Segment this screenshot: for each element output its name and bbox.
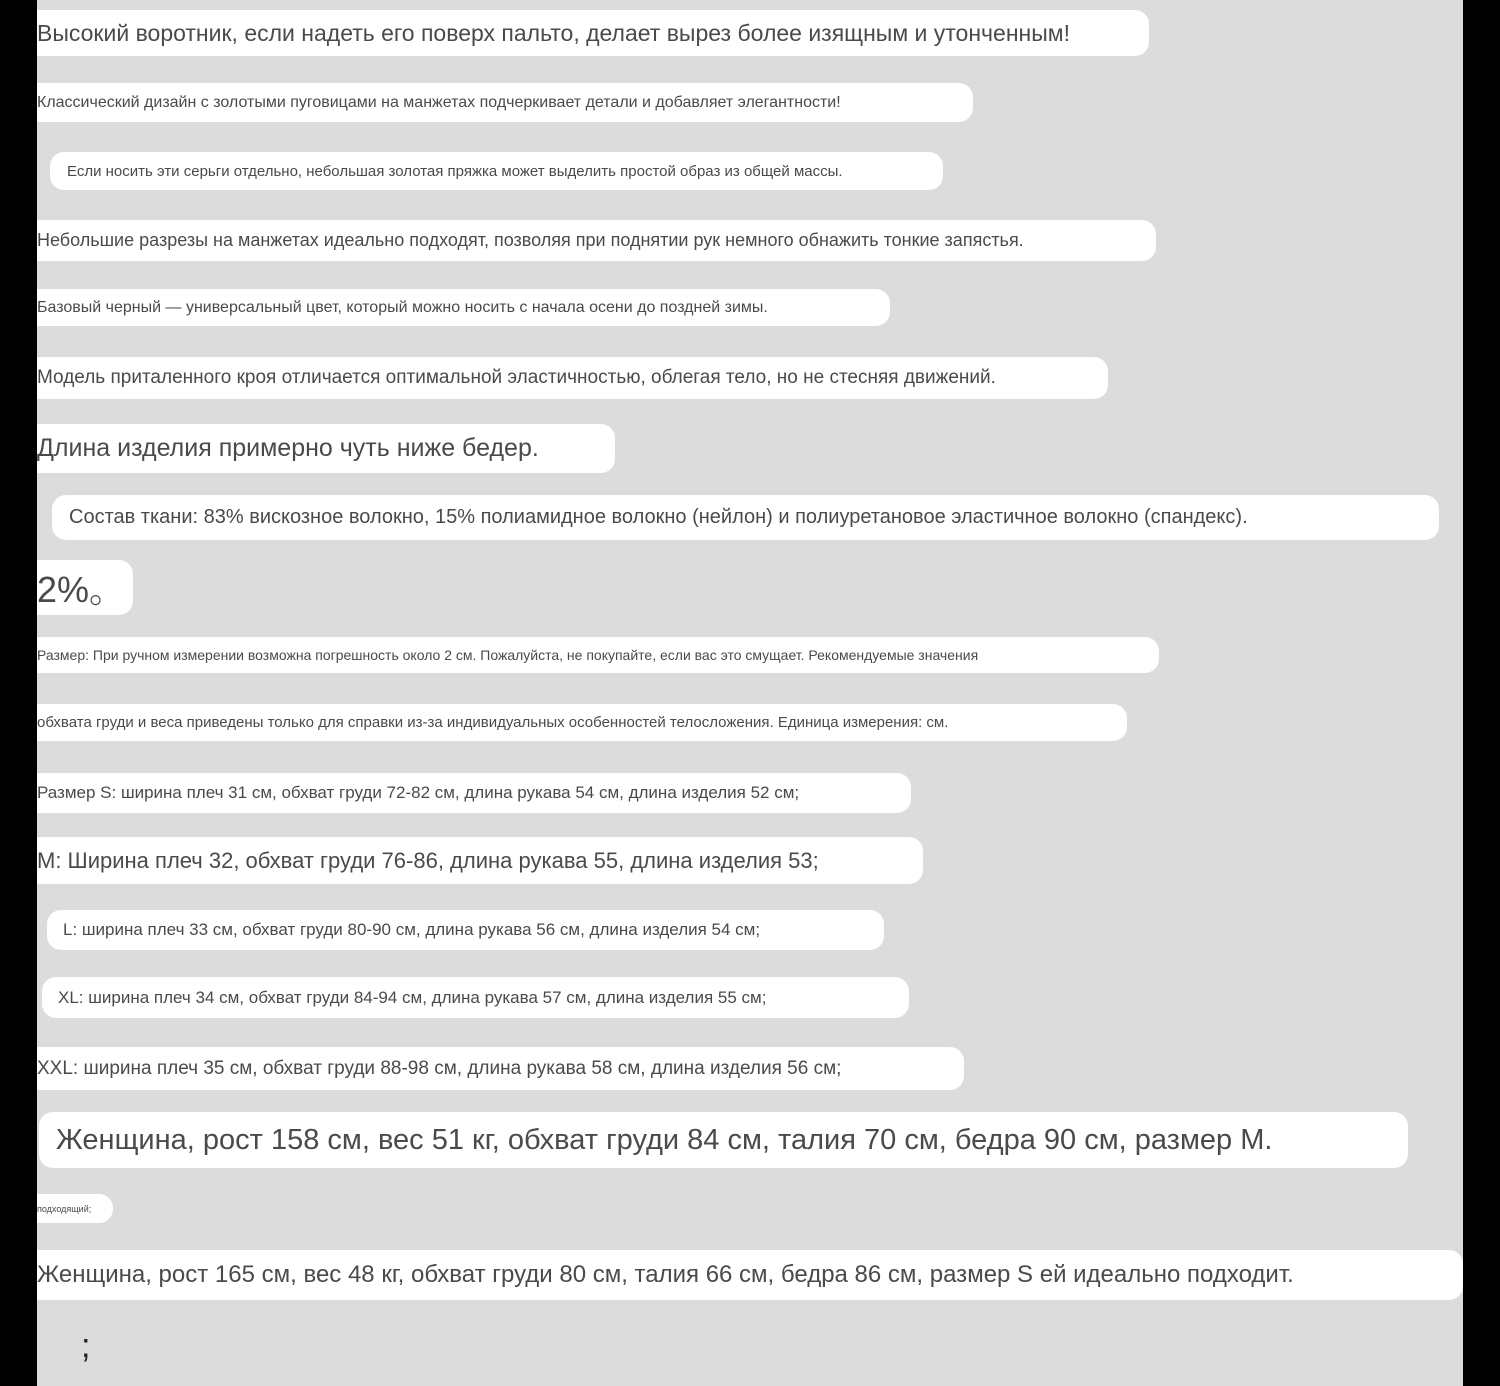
text-line-suitable: подходящий; [37, 1194, 113, 1223]
text-line-high-collar: Высокий воротник, если надеть его поверх пальто, делает вырез более изящным и утонченным! [37, 10, 1149, 56]
text-line-gold-buttons: Классический дизайн с золотыми пуговицами на манжетах подчеркивает детали и добавляет элегантности! [37, 83, 973, 122]
text-line-fabric-composition: Состав ткани: 83% вискозное волокно, 15% полиамидное волокно (нейлон) и полиуретановое эластичное волокно (спандекс). [52, 495, 1439, 540]
text-line-size-note: Размер: При ручном измерении возможна погрешность около 2 см. Пожалуйста, не покупайте, если вас это смущает. Рекомендуемые значения [37, 637, 1159, 673]
text-line-gold-buckle: Если носить эти серьги отдельно, небольшая золотая пряжка может выделить простой образ из общей массы. [50, 152, 943, 190]
text-line-fitted-cut: Модель приталенного кроя отличается оптимальной эластичностью, облегая тело, но не стесняя движений. [37, 357, 1108, 399]
text-line-model-165: Женщина, рост 165 см, вес 48 кг, обхват груди 80 см, талия 66 см, бедра 86 см, размер S ей идеально подходит. [37, 1250, 1463, 1300]
text-line-size-m: M: Ширина плеч 32, обхват груди 76-86, длина рукава 55, длина изделия 53; [37, 837, 923, 884]
text-line-size-l: L: ширина плеч 33 см, обхват груди 80-90 см, длина рукава 56 см, длина изделия 54 см; [47, 910, 884, 950]
semicolon-mark: ; [81, 1327, 91, 1365]
text-line-size-note-continued: обхвата груди и веса приведены только для справки из-за индивидуальных особенностей телосложения. Единица измерения: см. [37, 704, 1127, 741]
text-line-percentage: 2%。 [37, 560, 133, 615]
text-line-basic-black: Базовый черный — универсальный цвет, который можно носить с начала осени до поздней зимы. [37, 289, 890, 326]
text-line-cuff-slits: Небольшие разрезы на манжетах идеально подходят, позволяя при поднятии рук немного обнажить тонкие запястья. [37, 220, 1156, 261]
product-description-page [37, 0, 1463, 1386]
text-line-length: Длина изделия примерно чуть ниже бедер. [37, 424, 615, 473]
text-line-size-s: Размер S: ширина плеч 31 см, обхват груди 72-82 см, длина рукава 54 см, длина изделия 52 см; [37, 773, 911, 813]
text-line-size-xxl: XXL: ширина плеч 35 см, обхват груди 88-98 см, длина рукава 58 см, длина изделия 56 см; [37, 1047, 964, 1090]
text-line-model-158: Женщина, рост 158 см, вес 51 кг, обхват груди 84 см, талия 70 см, бедра 90 см, размер M. [39, 1112, 1408, 1168]
text-line-size-xl: XL: ширина плеч 34 см, обхват груди 84-94 см, длина рукава 57 см, длина изделия 55 см; [42, 977, 909, 1018]
